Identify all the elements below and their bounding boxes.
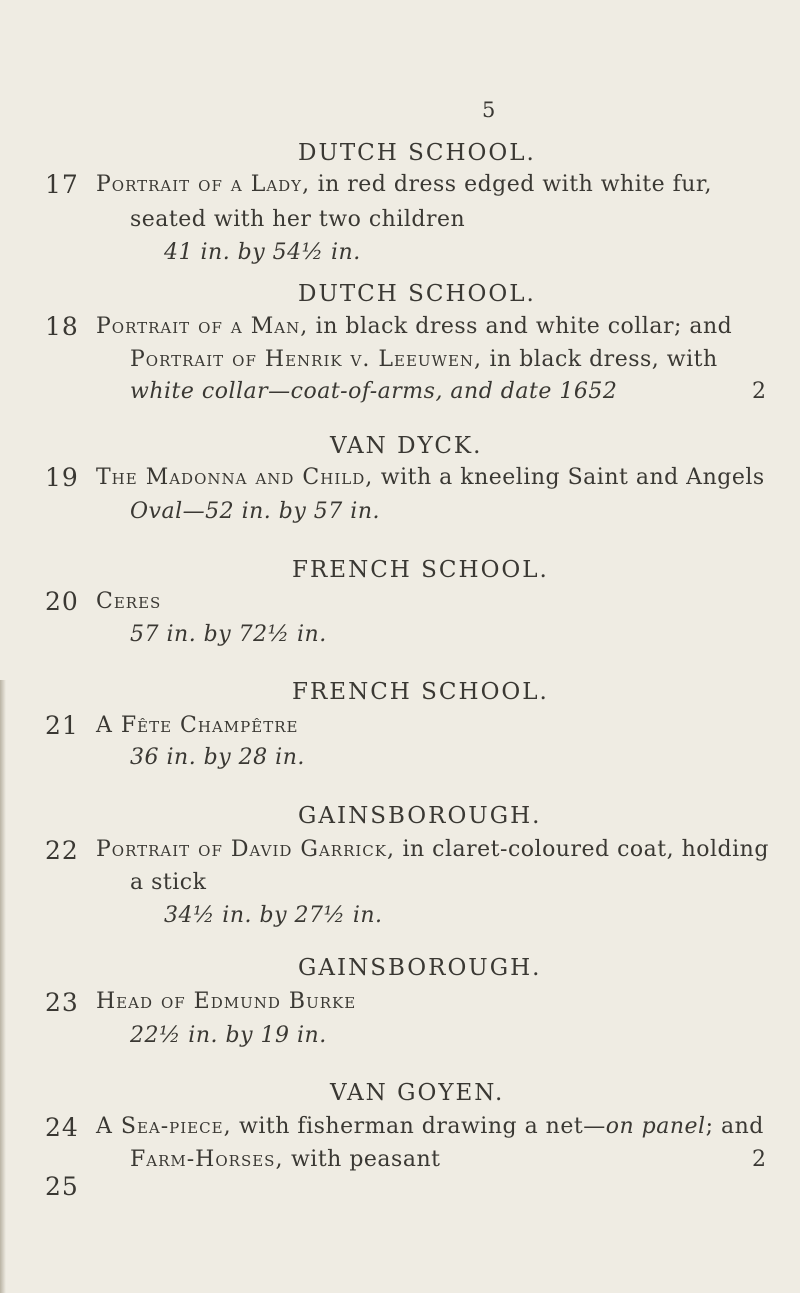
lot-number: 22 (45, 836, 79, 865)
artist-heading: DUTCH SCHOOL. (298, 140, 536, 166)
painting-title: Head of Edmund Burke (96, 989, 357, 1014)
lot-description-line: Portrait of Henrik v. Leeuwen, in black dress, with (130, 347, 718, 372)
artist-heading: DUTCH SCHOOL. (298, 281, 536, 307)
lot-number: 18 (45, 312, 79, 341)
page-number: 5 (482, 98, 496, 122)
artist-heading: VAN DYCK. (330, 433, 483, 459)
painting-title: Portrait of a Lady, (96, 172, 311, 197)
lot-description-line: Farm-Horses, with peasant (130, 1147, 441, 1172)
lot-description-line: a stick (130, 870, 207, 895)
dimensions: 57 in. by 72½ in. (130, 622, 327, 647)
quantity: 2 (752, 379, 766, 404)
dimensions: 36 in. by 28 in. (130, 745, 305, 770)
lot-description-line (96, 989, 356, 1014)
artist-heading: GAINSBOROUGH. (298, 803, 542, 829)
page-edge-shadow (0, 680, 6, 1293)
painting-title: Portrait of Henrik v. Leeuwen, (130, 347, 483, 372)
dimensions: 34½ in. by 27½ in. (164, 903, 383, 928)
lot-description-line (96, 713, 298, 738)
painting-title: Portrait of David Garrick, (96, 837, 395, 862)
painting-title: A Sea-piece, (96, 1114, 232, 1139)
painting-title: The Madonna and Child, (96, 465, 374, 490)
lot-description-line (96, 589, 161, 614)
lot-number: 21 (45, 711, 79, 740)
painting-title: Portrait of a Man, (96, 314, 309, 339)
lot-description-line: The Madonna and Child, with a kneeling Saint and Angels (96, 465, 765, 490)
lot-number: 19 (45, 463, 79, 492)
dimensions: 22½ in. by 19 in. (130, 1023, 327, 1048)
lot-number: 25 (45, 1172, 79, 1201)
artist-heading: VAN GOYEN. (330, 1080, 505, 1106)
lot-description-line: Portrait of a Lady, in red dress edged with white fur, (96, 172, 713, 197)
dimensions: 41 in. by 54½ in. (164, 240, 361, 265)
lot-number: 23 (45, 988, 79, 1017)
lot-description-line: Portrait of David Garrick, in claret-coloured coat, holding (96, 837, 769, 862)
lot-number: 24 (45, 1113, 79, 1142)
lot-description-line: A Sea-piece, with fisherman drawing a net—on panel; and (96, 1114, 764, 1139)
dimensions: Oval—52 in. by 57 in. (130, 499, 380, 524)
painting-title: A Fête Champêtre (96, 713, 299, 738)
painting-title: Ceres (96, 589, 162, 614)
lot-description-line: seated with her two children (130, 207, 466, 232)
lot-description-line: Portrait of a Man, in black dress and white collar; and (96, 314, 733, 339)
artist-heading: FRENCH SCHOOL. (292, 679, 549, 705)
artist-heading: FRENCH SCHOOL. (292, 557, 549, 583)
lot-description-line: white collar—coat-of-arms, and date 1652 (130, 379, 618, 404)
painting-title: Farm-Horses, (130, 1147, 284, 1172)
artist-heading: GAINSBOROUGH. (298, 955, 542, 981)
quantity: 2 (752, 1147, 766, 1172)
lot-number: 20 (45, 587, 79, 616)
lot-number: 17 (45, 170, 79, 199)
